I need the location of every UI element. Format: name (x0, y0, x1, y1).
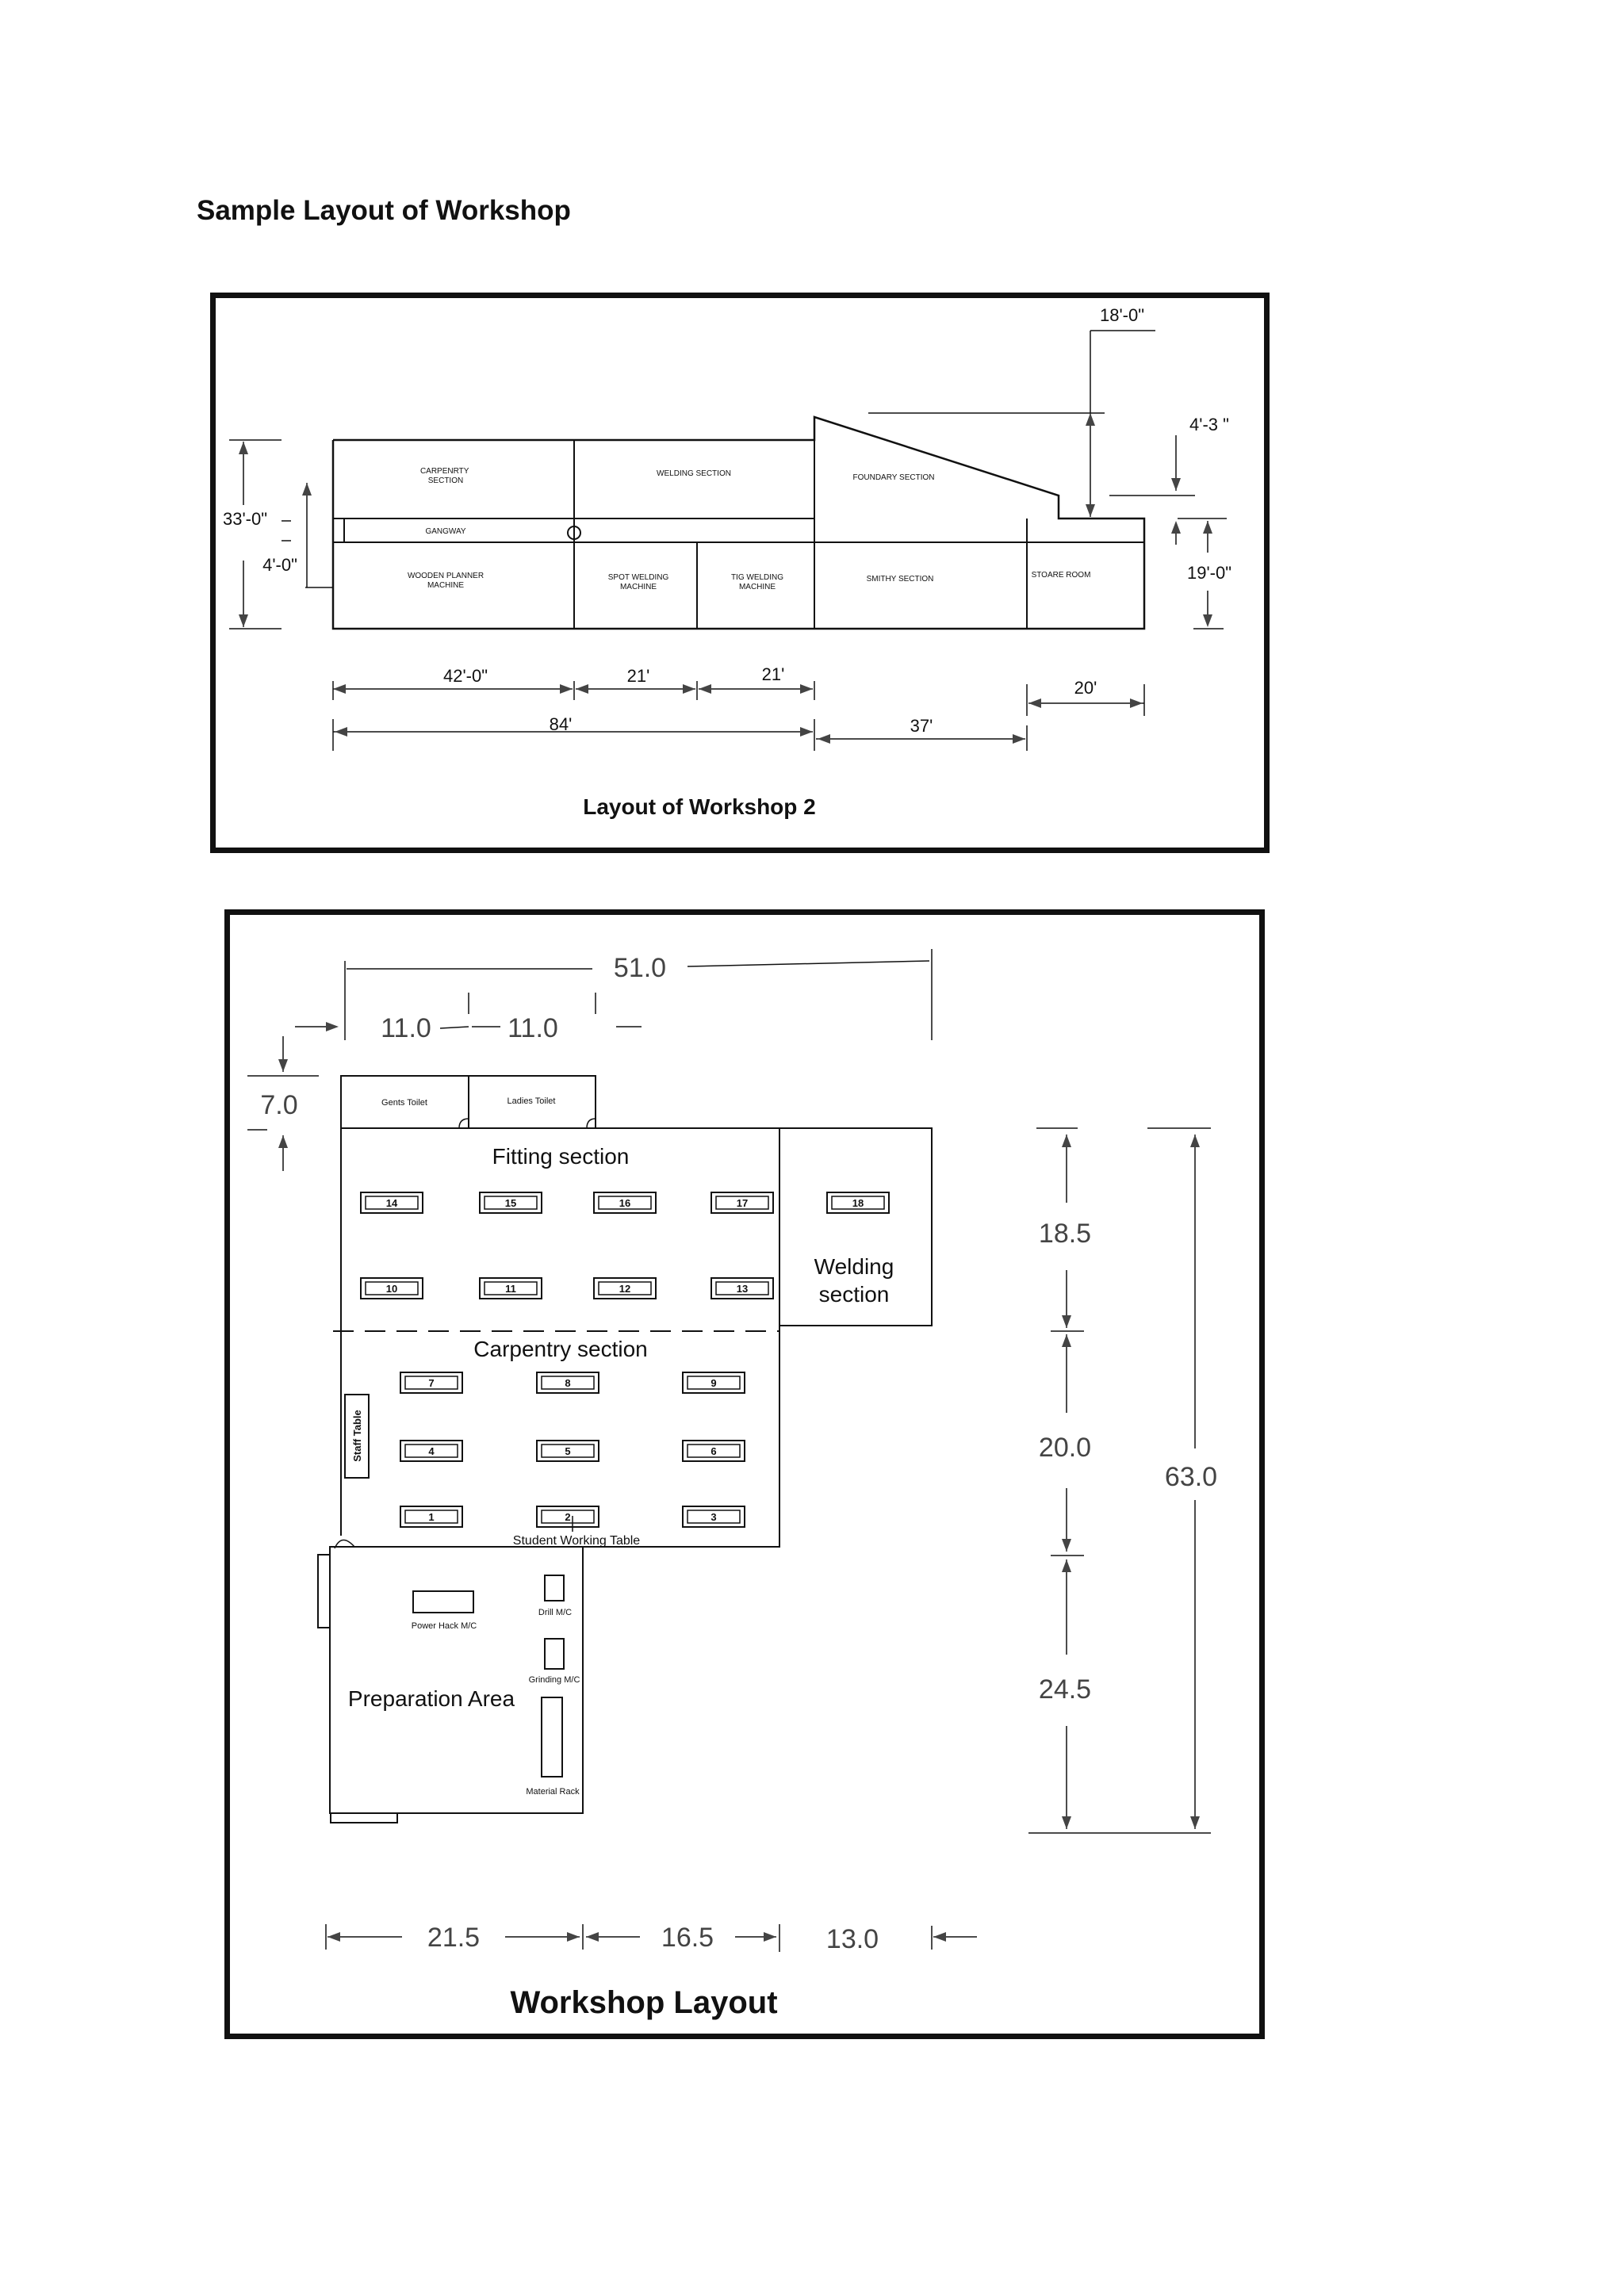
student-table (400, 1441, 462, 1461)
student-table (480, 1192, 542, 1213)
workshop-layout-diagram (230, 915, 1270, 2045)
student-table (400, 1506, 462, 1527)
workshop2-outline (333, 417, 1144, 629)
student-table (361, 1278, 423, 1299)
student-table-number: 2 (565, 1511, 571, 1523)
welding-section-label-2: section (818, 1282, 890, 1307)
student-table (827, 1192, 889, 1213)
workshop2-figure (210, 293, 1270, 853)
student-table-number: 6 (710, 1445, 717, 1457)
student-table-number: 14 (385, 1197, 398, 1209)
tig-welding-label: TIG WELDING MACHINE (730, 573, 784, 591)
student-table-number: 16 (619, 1197, 631, 1209)
dim-24-5: 24.5 (1038, 1674, 1092, 1705)
dim-63: 63.0 (1164, 1462, 1218, 1492)
smithy-section-label: SMITHY SECTION (866, 575, 934, 584)
dim-21-5: 21.5 (427, 1923, 481, 1953)
gangway-label: GANGWAY (425, 527, 466, 536)
dim-37ft: 37' (910, 716, 933, 736)
dim-51: 51.0 (613, 953, 667, 983)
dim-33ft: 33'-0" (222, 509, 268, 529)
dim-21ft-a: 21' (626, 666, 650, 686)
student-table-number: 12 (619, 1283, 631, 1295)
dim-13: 13.0 (825, 1924, 879, 1954)
foundary-section-label: FOUNDARY SECTION (852, 473, 935, 482)
student-table-number: 13 (736, 1283, 749, 1295)
student-table-number: 9 (710, 1377, 717, 1389)
dim-19ft: 19'-0" (1186, 563, 1232, 583)
student-table (711, 1192, 773, 1213)
student-table (480, 1278, 542, 1299)
student-table (537, 1441, 599, 1461)
student-table-number: 11 (505, 1283, 516, 1295)
dim-18ft: 18'-0" (1099, 305, 1145, 325)
fitting-section-label: Fitting section (492, 1144, 630, 1169)
carpentry-section-label: CARPENRTY (419, 467, 469, 476)
student-working-table-label: Student Working Table (512, 1534, 641, 1548)
spot-welding-label: SPOT WELDING MACHINE (607, 573, 669, 591)
svg-text:Welding (814, 1254, 894, 1279)
student-table (594, 1192, 656, 1213)
student-table (537, 1372, 599, 1393)
material-rack-label: Material Rack (526, 1787, 580, 1797)
dim-4ft3: 4'-3 " (1189, 415, 1229, 434)
dim-18-5: 18.5 (1038, 1219, 1092, 1249)
power-hack-label: Power Hack M/C (411, 1621, 477, 1631)
gangway-door (333, 519, 344, 542)
student-table (537, 1506, 599, 1527)
dim-11-a: 11.0 (381, 1013, 431, 1043)
student-table-number: 18 (852, 1197, 864, 1209)
side-door (318, 1555, 330, 1628)
workshop-layout-figure (224, 909, 1265, 2039)
dim-21ft-b: 21' (761, 664, 785, 684)
drill-label: Drill M/C (538, 1608, 573, 1617)
svg-text:CARPENRTY SECTION (420, 467, 471, 485)
dim-84ft: 84' (549, 714, 573, 734)
student-table-number: 1 (428, 1511, 435, 1523)
material-rack (542, 1697, 562, 1777)
student-table-number: 5 (565, 1445, 571, 1457)
workshop-layout-caption: Workshop Layout (510, 1985, 778, 2020)
grinding-machine (545, 1639, 564, 1669)
dim-11-b: 11.0 (508, 1013, 558, 1043)
student-table (683, 1506, 745, 1527)
student-table-number: 3 (710, 1511, 717, 1523)
student-table-number: 10 (385, 1283, 398, 1295)
dim-16-5: 16.5 (661, 1923, 714, 1953)
preparation-area-label: Preparation Area (347, 1686, 515, 1711)
grinding-label: Grinding M/C (528, 1675, 580, 1685)
welding-section-label: WELDING SECTION (657, 469, 731, 478)
dim-42ft: 42'-0" (442, 666, 488, 686)
student-table-number: 17 (736, 1197, 749, 1209)
student-table-number: 7 (428, 1377, 435, 1389)
dim-4ft: 4'-0" (262, 555, 297, 575)
power-hack-machine (413, 1591, 473, 1613)
drill-machine (545, 1575, 564, 1601)
dim-20ft: 20' (1074, 678, 1097, 698)
student-table (711, 1278, 773, 1299)
dim-7: 7.0 (260, 1090, 298, 1120)
workshop2-caption: Layout of Workshop 2 (583, 794, 816, 819)
page-title: Sample Layout of Workshop (197, 195, 571, 226)
carpentry-section-label-2: SECTION (427, 476, 464, 485)
student-table (361, 1192, 423, 1213)
student-table-number: 15 (504, 1197, 517, 1209)
welding-section-label-1: Welding (814, 1254, 894, 1279)
ladies-toilet-label: Ladies Toilet (507, 1096, 556, 1106)
student-table (683, 1441, 745, 1461)
gents-toilet-label: Gents Toilet (381, 1098, 427, 1108)
dim-20: 20.0 (1038, 1433, 1092, 1463)
student-table (594, 1278, 656, 1299)
student-table (400, 1372, 462, 1393)
student-table (683, 1372, 745, 1393)
store-room-label: STOARE ROOM (1031, 571, 1091, 580)
bottom-door (331, 1813, 397, 1823)
staff-table-label: Staff Table (351, 1410, 363, 1462)
carpentry-section-label: Carpentry section (473, 1337, 648, 1361)
student-table-number: 4 (428, 1445, 435, 1457)
student-table-number: 8 (565, 1377, 571, 1389)
workshop2-diagram (216, 298, 1275, 859)
wooden-planner-label: WOODEN PLANNER MACHINE (407, 572, 485, 590)
